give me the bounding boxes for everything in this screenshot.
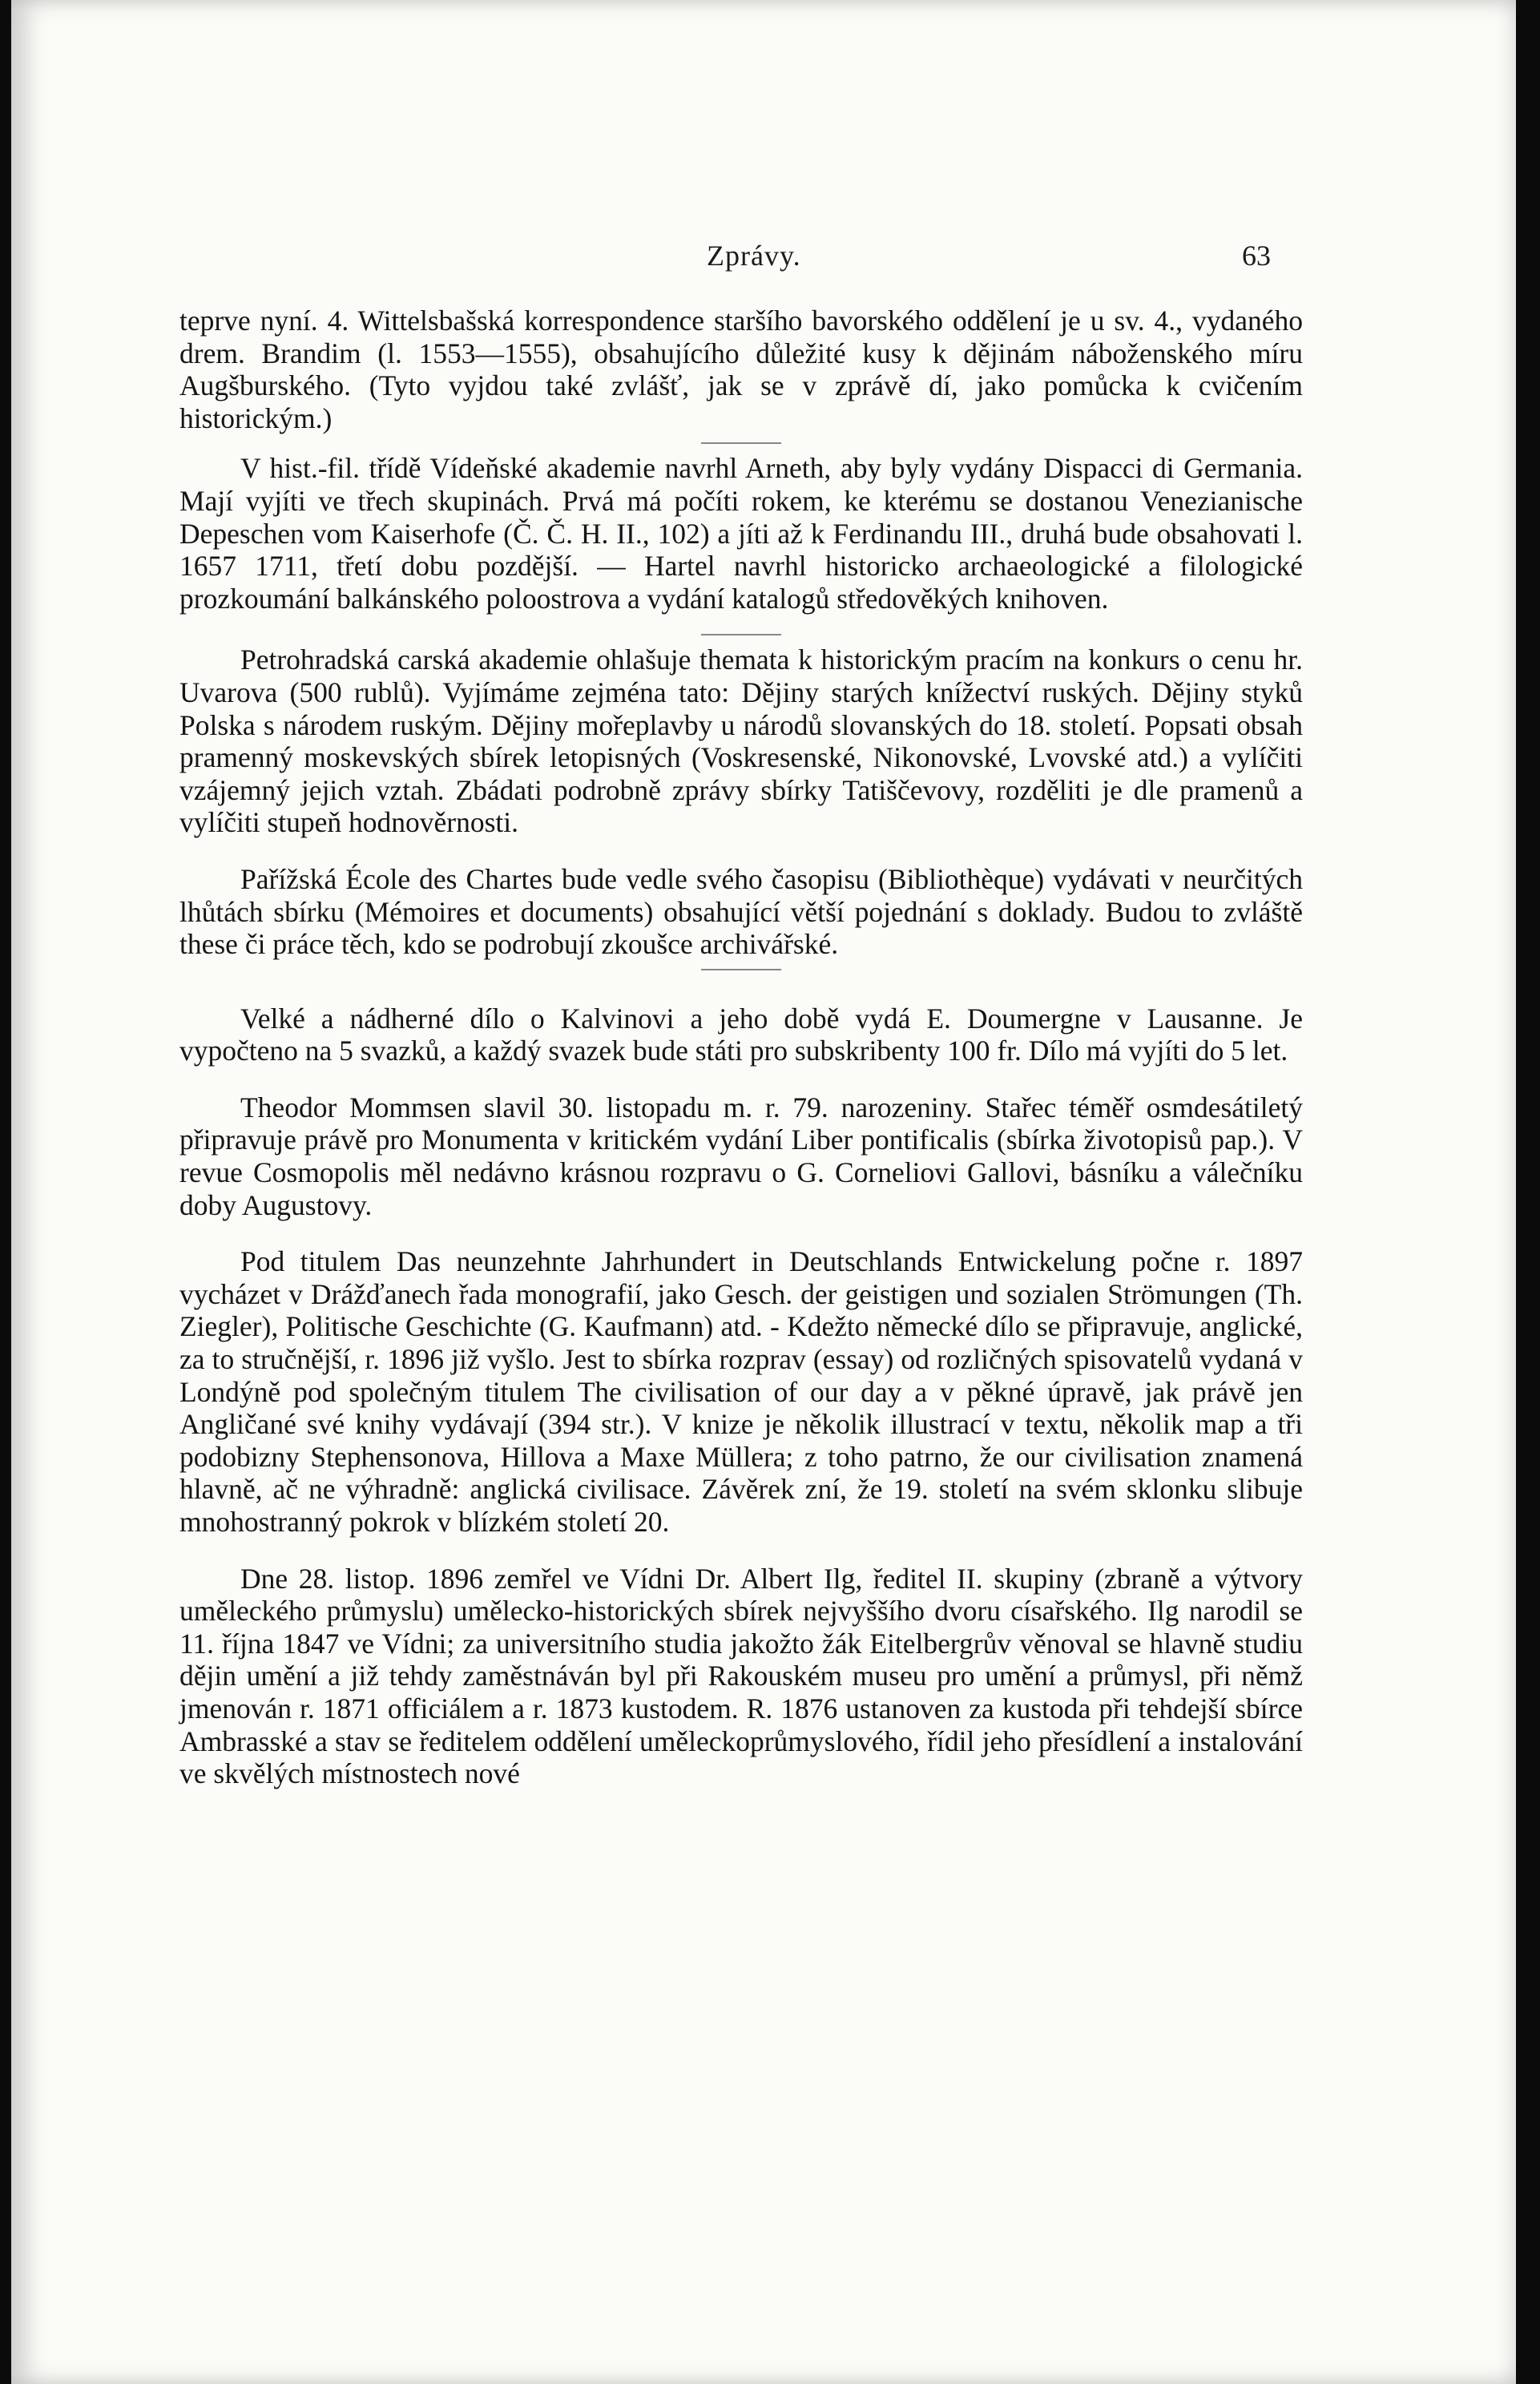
paragraph-albert-ilg: Dne 28. listop. 1896 zemřel ve Vídni Dr. Albert Ilg, ředitel II. skupiny (zbraně a výtvory uměleckého průmyslu) umělecko-historických sbírek nejvyššího dvoru císařského. Ilg narodil se 11. října 1847 ve Vídni; za universitního studia jakožto žák Eitelbergrův věnoval se hlavně studiu dějin umění a již tehdy zaměstnáván byl při Rakouském museu pro umění a průmysl, při němž jmenován r. 1871 officiálem a r. 1873 kustodem. R. 1876 ustanoven za kustoda při tehdejší sbírce Ambrasské a stav se ředitelem oddělení uměleckoprůmyslového, řídil jeho přesídlení a instalování ve skvělých místnostech nové: [179, 1562, 1303, 1790]
page-header: [11, 239, 1516, 279]
separator-line: [701, 442, 781, 444]
paragraph-wittelsbach: teprve nyní. 4. Wittelsbašská korrespondence staršího bavorského oddělení je u sv. 4., vydaného drem. Brandim (l. 1553—1555), obsahujícího důležité kusy k dějinám náboženského míru Augšburského. (Tyto vyjdou také zvlášť, jak se v zprávě dí, jako pomůcka k cvičením historickým.): [179, 305, 1303, 434]
separator-line: [701, 634, 781, 635]
paragraph-ecole-des-chartes: Pařížská École des Chartes bude vedle svého časopisu (Bibliothèque) vydávati v neurčitých lhůtách sbírku (Mémoires et documents) obsahující větší pojednání s doklady. Budou to zvláště these či práce těch, kdo se podrobují zkoušce archivářské.: [179, 862, 1303, 961]
running-title: Zprávy.: [707, 240, 801, 272]
paragraph-calvin: Velké a nádherné dílo o Kalvinovi a jeho době vydá E. Doumergne v Lausanne. Je vypočteno na 5 svazků, a každý svazek bude státi pro subskribenty 100 fr. Dílo má vyjíti do 5 let.: [179, 1002, 1303, 1067]
body-text: [179, 305, 1303, 1790]
paragraph-19th-century: Pod titulem Das neunzehnte Jahrhundert in Deutschlands Entwickelung počne r. 1897 vycházet v Drážďanech řada monografií, jako Gesch. der geistigen und sozialen Strömungen (Th. Ziegler), Politische Geschichte (G. Kaufmann) atd. - Kdežto německé dílo se připravuje, anglické, za to stručnější, r. 1896 již vyšlo. Jest to sbírka rozprav (essay) od rozličných spisovatelů vydaná v Londýně pod společným titulem The civilisation of our day a v pěkné úpravě, jak právě jen Angličané své knihy vydávají (394 str.). V knize je několik illustrací v textu, několik map a tři podobizny Stephensonova, Hillova a Maxe Müllera; z toho patrno, že our civilisation znamená hlavně, ač ne výhradně: anglická civilisace. Závěrek zní, že 19. století na svém sklonku slibuje mnohostranný pokrok v blízkém století 20.: [179, 1245, 1303, 1538]
separator-line: [701, 969, 781, 970]
document-page: [11, 0, 1516, 2384]
page-number: 63: [1242, 240, 1271, 272]
paragraph-petersburg-academy: Petrohradská carská akademie ohlašuje themata k historickým pracím na konkurs o cenu hr. Uvarova (500 rublů). Vyjímáme zejména tato: Dějiny starých knížectví ruských. Dějiny styků Polska s národem ruským. Dějiny mořeplavby u národů slovanských do 18. století. Popsati obsah pramenný moskevských sbírek letopisných (Voskresenské, Nikonovské, Lvovské atd.) a vylíčiti vzájemný jejich vztah. Zbádati podrobně zprávy sbírky Tatiščevovy, rozděliti je dle pramenů a vylíčiti stupeň hodnověrnosti.: [179, 643, 1303, 839]
paragraph-vienna-academy: V hist.-fil. třídě Vídeňské akademie navrhl Arneth, aby byly vydány Dispacci di Germania. Mají vyjíti ve třech skupinách. Prvá má počíti rokem, ke kterému se dostanou Venezianische Depeschen vom Kaiserhofe (Č. Č. H. II., 102) a jíti až k Ferdinandu III., druhá bude obsahovati l. 1657 1711, třetí dobu pozdější. — Hartel navrhl historicko archaeologické a filologické prozkoumání balkánského poloostrova a vydání katalogů středověkých knihoven.: [179, 452, 1303, 615]
paragraph-mommsen: Theodor Mommsen slavil 30. listopadu m. r. 79. narozeniny. Stařec téměř osmdesátiletý připravuje právě pro Monumenta v kritickém vydání Liber pontificalis (sbírka životopisů pap.). V revue Cosmopolis měl nedávno krásnou rozpravu o G. Corneliovi Gallovi, básníku a válečníku doby Augustovy.: [179, 1091, 1303, 1221]
